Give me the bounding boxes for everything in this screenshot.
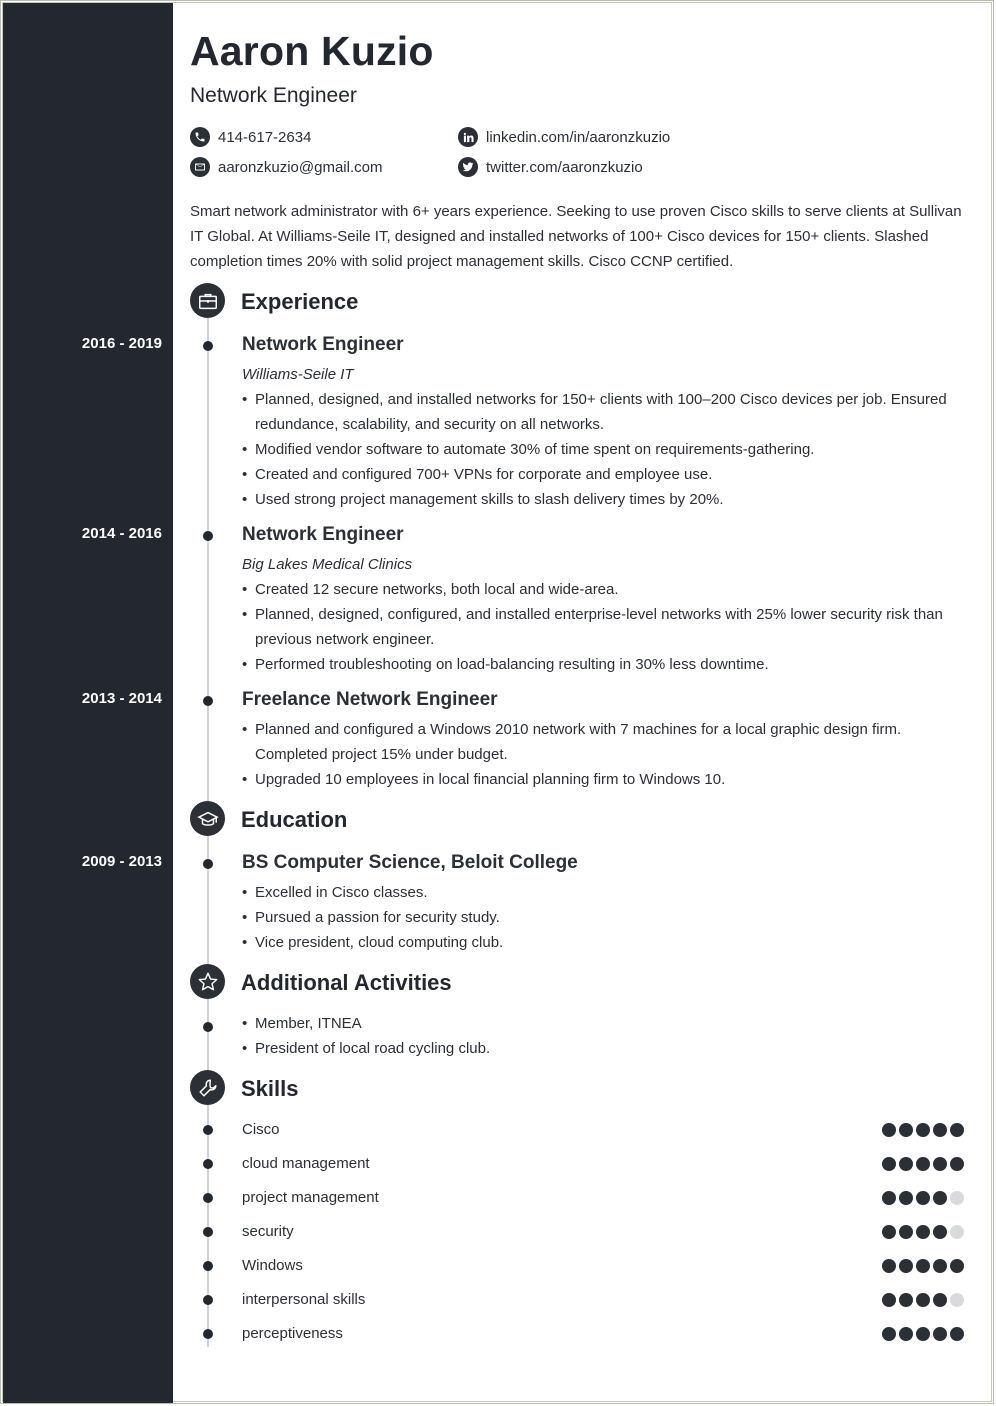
list-item: • Planned, designed, configured, and installed enterprise-level networks with 25% lower security risk than previous network engineer. [242,602,962,652]
timeline-dot [203,1261,213,1271]
skill-name: interpersonal skills [242,1291,366,1308]
contact-email[interactable] [190,157,382,177]
timeline-dot [203,1227,213,1237]
job-title: Network Engineer [242,524,404,545]
list-item: • Performed troubleshooting on load-balancing resulting in 30% less downtime. [242,652,962,677]
list-item: • Pursued a passion for security study. [242,905,962,930]
contact-phone-text: 414-617-2634 [218,128,312,146]
rating-dot-filled [933,1157,947,1171]
rating-dot-filled [882,1259,896,1273]
timeline-dot [203,1329,213,1339]
rating-dot-filled [950,1157,964,1171]
timeline-dot [203,696,213,706]
rating-dot-filled [916,1259,930,1273]
skill-name: cloud management [242,1155,370,1172]
summary: Smart network administrator with 6+ years experience. Seeking to use proven Cisco skills to serve clients at Sullivan IT Global. At Williams-Seile IT, designed and installed networks of 100+ Cisco devices for 150+ clients. Slashed completion times 20% with solid project management skills. Cisco CCNP certified. [190,203,962,270]
job-company: Big Lakes Medical Clinics [242,556,413,573]
contact-email-text: aaronzkuzio@gmail.com [218,158,383,176]
job-title: Network Engineer [242,334,404,355]
rating-dot-filled [916,1225,930,1239]
list-item: • Planned, designed, and installed networks for 150+ clients with 100–200 Cisco devices per job. Ensured redundance, scalability, and security on all networks. [242,387,962,437]
list-item: • President of local road cycling club. [242,1036,962,1061]
contact-phone[interactable] [190,127,311,147]
timeline-dot [203,1193,213,1203]
job-company: Williams-Seile IT [242,366,354,383]
section-title-skills: Skills [241,1076,299,1101]
rating-dot-filled [916,1191,930,1205]
email-icon [190,157,210,177]
list-item: • Member, ITNEA [242,1011,962,1036]
timeline-dot [203,1295,213,1305]
timeline-dot [203,341,213,351]
list-item: • Upgraded 10 employees in local financial planning firm to Windows 10. [242,767,962,792]
graduation-cap-icon [190,801,225,836]
rating-dot-filled [933,1327,947,1341]
section-title-activities: Additional Activities [241,970,452,995]
skill-rating [882,1327,964,1341]
activities-list [242,1011,962,1061]
rating-dot-filled [899,1259,913,1273]
education-degree: BS Computer Science, Beloit College [242,852,578,873]
skill-name: Windows [242,1257,303,1274]
skill-name: Cisco [242,1121,280,1138]
rating-dot-filled [933,1225,947,1239]
rating-dot-filled [899,1191,913,1205]
phone-icon [190,127,210,147]
timeline-dot [203,1125,213,1135]
skill-rating [882,1225,964,1239]
timeline-dot [203,859,213,869]
star-icon [190,964,225,999]
timeline-dot [203,1022,213,1032]
education-date: 2009 - 2013 [81,853,162,870]
briefcase-icon [190,283,225,318]
rating-dot-filled [933,1293,947,1307]
rating-dot-filled [882,1327,896,1341]
skill-rating [882,1293,964,1307]
contact-twitter-text: twitter.com/aaronzkuzio [486,158,643,176]
rating-dot-empty [950,1293,964,1307]
rating-dot-empty [950,1191,964,1205]
skill-name: perceptiveness [242,1325,343,1342]
rating-dot-filled [916,1327,930,1341]
list-item: • Vice president, cloud computing club. [242,930,962,955]
job-bullets [242,717,962,792]
list-item: • Created 12 secure networks, both local and wide-area. [242,577,962,602]
rating-dot-filled [882,1225,896,1239]
job-bullets [242,577,962,677]
rating-dot-filled [899,1293,913,1307]
skill-rating [882,1123,964,1137]
wrench-icon [190,1070,225,1105]
skill-name: security [242,1223,294,1240]
skill-rating [882,1157,964,1171]
contact-linkedin[interactable] [458,127,670,147]
contact-twitter[interactable] [458,157,643,177]
list-item: • Created and configured 700+ VPNs for corporate and employee use. [242,462,962,487]
section-title-experience: Experience [241,289,359,314]
rating-dot-filled [916,1293,930,1307]
experience-date-2: 2014 - 2016 [81,525,162,542]
candidate-title: Network Engineer [190,84,357,107]
experience-date-1: 2016 - 2019 [81,335,162,352]
rating-dot-filled [950,1123,964,1137]
contact-linkedin-text: linkedin.com/in/aaronzkuzio [486,128,671,146]
linkedin-icon [458,127,478,147]
job-title: Freelance Network Engineer [242,689,498,710]
timeline-dot [203,1159,213,1169]
list-item: • Used strong project management skills to slash delivery times by 20%. [242,487,962,512]
timeline-dot [203,531,213,541]
rating-dot-filled [916,1123,930,1137]
skill-name: project management [242,1189,379,1206]
rating-dot-filled [933,1259,947,1273]
job-bullets [242,387,962,512]
candidate-name: Aaron Kuzio [190,28,434,74]
skill-rating [882,1191,964,1205]
list-item: • Modified vendor software to automate 30% of time spent on requirements-gathering. [242,437,962,462]
rating-dot-filled [882,1293,896,1307]
section-title-education: Education [241,807,348,832]
education-bullets [242,880,962,955]
rating-dot-filled [899,1123,913,1137]
list-item: • Planned and configured a Windows 2010 network with 7 machines for a local graphic design firm. Completed project 15% under budget. [242,717,962,767]
rating-dot-filled [916,1157,930,1171]
twitter-icon [458,157,478,177]
skill-rating [882,1259,964,1273]
rating-dot-filled [899,1157,913,1171]
rating-dot-filled [882,1191,896,1205]
list-item: • Excelled in Cisco classes. [242,880,962,905]
rating-dot-filled [882,1157,896,1171]
rating-dot-filled [950,1259,964,1273]
rating-dot-filled [899,1225,913,1239]
rating-dot-filled [950,1327,964,1341]
rating-dot-filled [899,1327,913,1341]
experience-date-3: 2013 - 2014 [81,690,162,707]
rating-dot-filled [933,1123,947,1137]
rating-dot-filled [933,1191,947,1205]
rating-dot-empty [950,1225,964,1239]
rating-dot-filled [882,1123,896,1137]
